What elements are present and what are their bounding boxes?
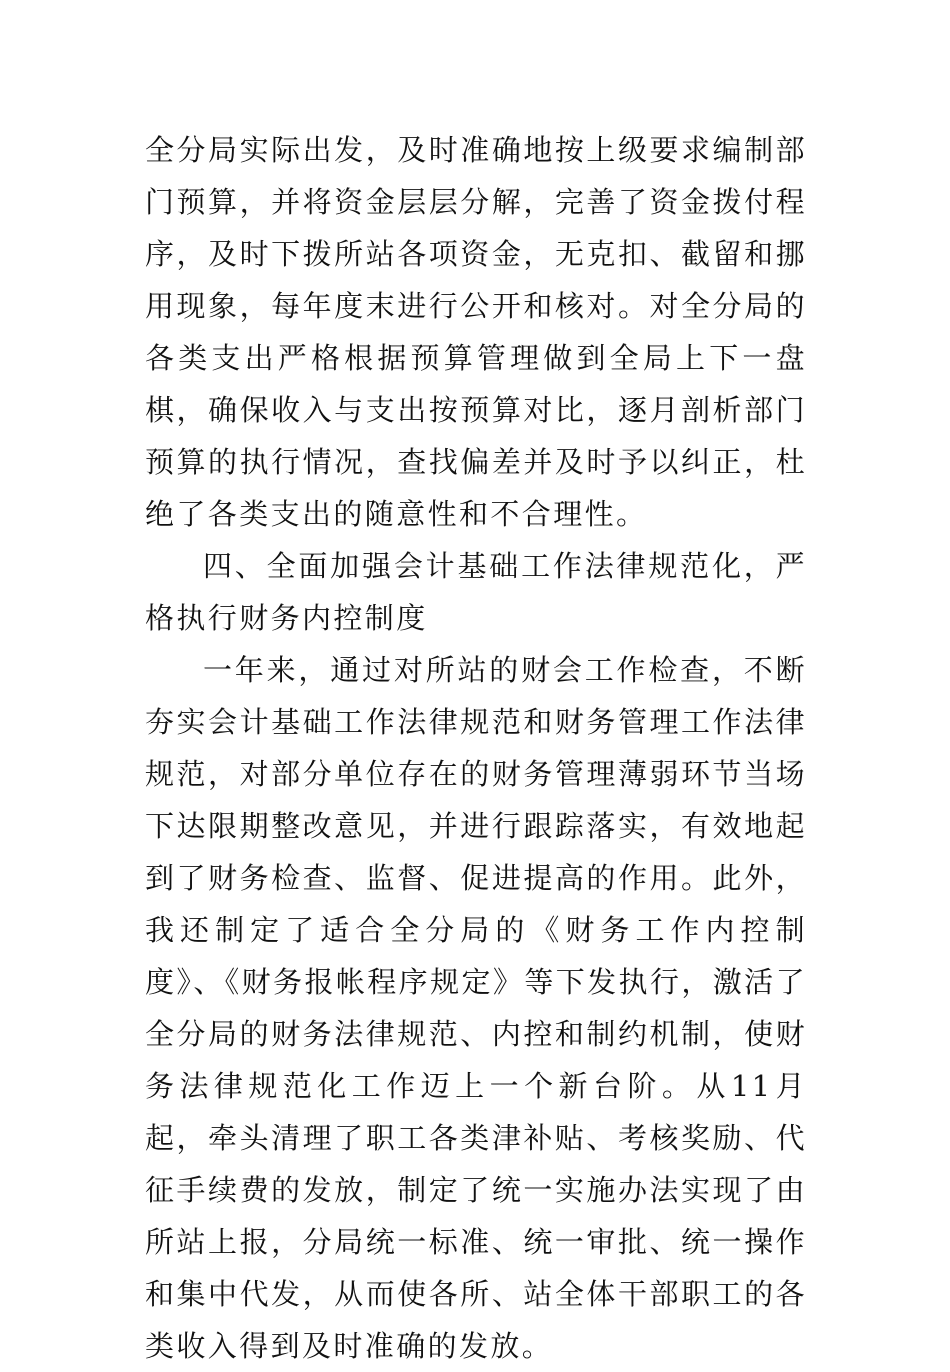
- paragraph-internal-control: 一年来，通过对所站的财会工作检查，不断夯实会计基础工作法律规范和财务管理工作法律规范，对部分单位存在的财务管理薄弱环节当场下达限期整改意见，并进行跟踪落实，有效地起到了财务检查、监督、促进提高的作用。此外，我还制定了适合全分局的《财务工作内控制度》、《财务报帐程序规定》等下发执行，激活了全分局的财务法律规范、内控和制约机制，使财务法律规范化工作迈上一个新台阶。从11月起，牵头清理了职工各类津补贴、考核奖励、代征手续费的发放，制定了统一实施办法实现了由所站上报，分局统一标准、统一审批、统一操作和集中代发，从而使各所、站全体干部职工的各类收入得到及时准确的发放。: [145, 653, 807, 1363]
- section-heading-four: 四、全面加强会计基础工作法律规范化，严格执行财务内控制度: [145, 549, 807, 635]
- paragraph-budget-continuation: 全分局实际出发，及时准确地按上级要求编制部门预算，并将资金层层分解，完善了资金拨付程序，及时下拨所站各项资金，无克扣、截留和挪用现象，每年度末进行公开和核对。对全分局的各类支出严格根据预算管理做到全局上下一盘棋，确保收入与支出按预算对比，逐月剖析部门预算的执行情况，查找偏差并及时予以纠正，杜绝了各类支出的随意性和不合理性。: [145, 133, 807, 531]
- document-body: [145, 124, 807, 1372]
